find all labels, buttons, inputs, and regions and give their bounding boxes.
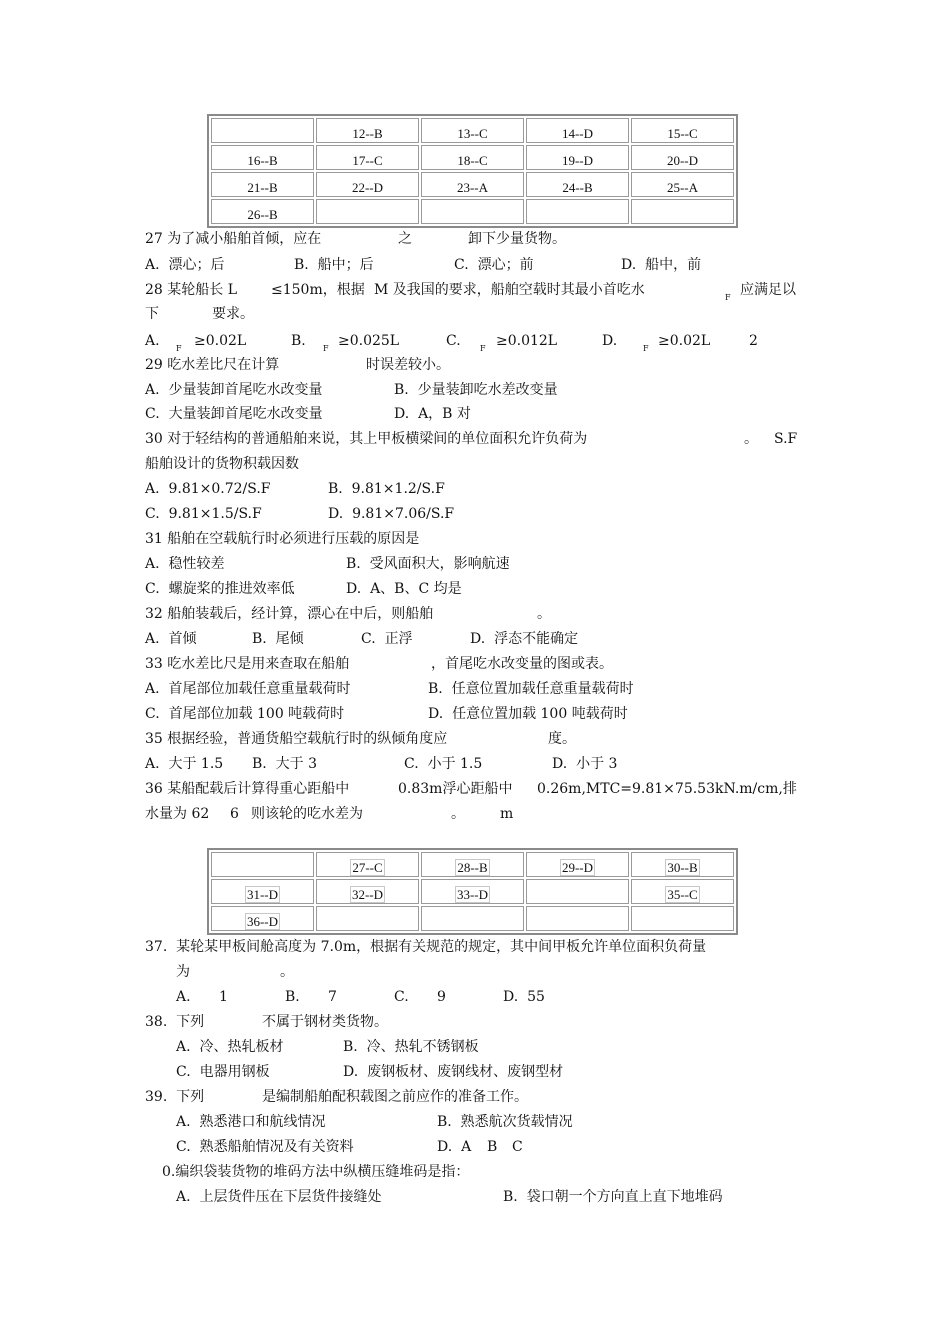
option-c: C. <box>394 989 409 1005</box>
option-a: A. 冷、热轧板材 <box>176 1039 284 1055</box>
table-cell <box>211 118 314 143</box>
table-row <box>211 172 734 197</box>
table-cell <box>631 852 734 877</box>
question-stem: 38. 下列 <box>145 1014 205 1030</box>
option-c: C. 正浮 <box>361 631 413 647</box>
option-b: B. 熟悉航次货载情况 <box>437 1114 573 1130</box>
option-d: D. 任意位置加载 100 吨载荷时 <box>428 706 628 722</box>
table-cell <box>421 852 524 877</box>
option-c: C. 电器用钢板 <box>176 1064 270 1080</box>
option-d: D. A、B、C 均是 <box>346 581 462 597</box>
table-cell: 14--D <box>526 118 629 143</box>
question-stem: 时误差较小。 <box>366 357 450 373</box>
option-c: C. 首尾部位加载 100 吨载荷时 <box>145 706 345 722</box>
question-stem: 是编制船舶配积载图之前应作的准备工作。 <box>262 1089 528 1105</box>
table-cell <box>631 879 734 904</box>
table-cell: 18--C <box>421 145 524 170</box>
option-d: D. 小于 3 <box>552 756 618 772</box>
option-a: A. <box>145 333 160 349</box>
question-stem: 要求。 <box>212 306 254 322</box>
answer-table-1 <box>207 114 738 228</box>
question-stem: 则该轮的吃水差为 <box>251 806 363 822</box>
question-stem: 31 船舶在空载航行时必须进行压载的原因是 <box>145 531 420 547</box>
question-stem: 28 某轮船长 L <box>145 282 238 298</box>
subscript: F <box>643 344 649 353</box>
question-stem: 为 <box>176 964 190 980</box>
stray-text: 2 <box>749 333 758 349</box>
table-cell <box>211 906 314 931</box>
option-d-part: B <box>487 1139 498 1155</box>
option-c: C. <box>446 333 461 349</box>
table-cell <box>631 199 734 224</box>
table-cell <box>316 879 419 904</box>
table-cell <box>421 879 524 904</box>
cell-text: 31--D <box>246 887 279 902</box>
table-row <box>211 199 734 224</box>
question-stem: 39. 下列 <box>145 1089 205 1105</box>
option-b: B. <box>285 989 300 1005</box>
question-stem: 6 <box>230 806 239 822</box>
question-stem: 37. 某轮某甲板间舱高度为 7.0m，根据有关规范的规定，其中间甲板允许单位面积负荷量 <box>145 939 707 955</box>
table-cell <box>316 199 419 224</box>
option-d: D. A <box>437 1139 472 1155</box>
table-row <box>211 145 734 170</box>
table-cell: 21--B <box>211 172 314 197</box>
table-cell: 26--B <box>211 199 314 224</box>
question-stem: 下 <box>145 306 159 322</box>
option-c: C. 小于 1.5 <box>404 756 483 772</box>
option-c: C. 漂心；前 <box>454 257 534 273</box>
cell-text: 30--B <box>667 860 698 875</box>
option-a: A. 首倾 <box>145 631 197 647</box>
table-row <box>211 852 734 877</box>
table-cell: 19--D <box>526 145 629 170</box>
question-stem: 30 对于轻结构的普通船舶来说，其上甲板横梁间的单位面积允许负荷为 <box>145 431 588 447</box>
table-cell <box>421 199 524 224</box>
option-c: C. 熟悉船舶情况及有关资料 <box>176 1139 354 1155</box>
cell-text: 35--C <box>667 887 698 902</box>
option-d: D. <box>602 333 618 349</box>
question-stem: m <box>500 806 514 822</box>
option-a-value: ≥0.02L <box>194 333 247 349</box>
option-b: B. 大于 3 <box>252 756 317 772</box>
table-cell <box>211 852 314 877</box>
option-b-value: 7 <box>328 989 337 1005</box>
question-stem: 35 根据经验，普通货船空载航行时的纵倾角度应 <box>145 731 448 747</box>
option-d: D. 55 <box>503 989 545 1005</box>
option-d: D. 废钢板材、废钢线材、废钢型材 <box>343 1064 564 1080</box>
option-a: A. 首尾部位加载任意重量载荷时 <box>145 681 351 697</box>
question-stem: S.F <box>774 431 798 447</box>
question-stem: 27 为了减小船舶首倾，应在 <box>145 231 322 247</box>
option-c: C. 螺旋桨的推进效率低 <box>145 581 295 597</box>
option-b-value: ≥0.025L <box>338 333 400 349</box>
question-stem: 29 吃水差比尺在计算 <box>145 357 280 373</box>
option-a: A. 稳性较差 <box>145 556 225 572</box>
option-d: D. A，B 对 <box>394 406 471 422</box>
table-cell: 15--C <box>631 118 734 143</box>
option-b: B. <box>291 333 306 349</box>
option-c-value: 9 <box>437 989 446 1005</box>
question-stem: 应满足以 <box>740 282 796 298</box>
option-a: A. <box>176 989 191 1005</box>
question-stem: 0.26m,MTC=9.81×75.53kN.m/cm,排 <box>537 781 797 797</box>
option-b: B. 少量装卸吃水差改变量 <box>394 382 558 398</box>
subscript: F <box>323 344 329 353</box>
option-b: B. 尾倾 <box>252 631 304 647</box>
table-cell <box>526 906 629 931</box>
question-stem: 。 <box>537 606 551 622</box>
option-b: B. 9.81×1.2/S.F <box>328 481 445 497</box>
question-stem: 不属于钢材类货物。 <box>262 1014 388 1030</box>
table-cell: 12--B <box>316 118 419 143</box>
question-stem: 0.编织袋装货物的堆码方法中纵横压缝堆码是指： <box>162 1164 470 1180</box>
question-stem: 0.83m浮心距船中 <box>398 781 513 797</box>
option-d-part: C <box>512 1139 523 1155</box>
subscript: F <box>176 344 182 353</box>
table-cell <box>526 199 629 224</box>
cell-text: 36--D <box>246 914 279 929</box>
table-row <box>211 879 734 904</box>
question-stem: ≤150m，根据 <box>271 282 365 298</box>
table-cell <box>316 852 419 877</box>
question-stem: 度。 <box>548 731 576 747</box>
option-b: B. 受风面积大，影响航速 <box>346 556 510 572</box>
option-a-value: 1 <box>219 989 228 1005</box>
option-d: D. 浮态不能确定 <box>470 631 579 647</box>
table-cell <box>631 906 734 931</box>
table-row <box>211 118 734 143</box>
cell-text: 32--D <box>351 887 384 902</box>
table-cell <box>421 906 524 931</box>
option-d-value: ≥0.02L <box>658 333 711 349</box>
question-stem: 卸下少量货物。 <box>468 231 566 247</box>
table-cell: 17--C <box>316 145 419 170</box>
table-cell: 23--A <box>421 172 524 197</box>
question-stem: 32 船舶装载后，经计算，漂心在中后，则船舶 <box>145 606 434 622</box>
table-cell: 25--A <box>631 172 734 197</box>
table-cell <box>526 852 629 877</box>
cell-text: 29--D <box>561 860 594 875</box>
option-a: A. 漂心；后 <box>145 257 225 273</box>
table-cell: 22--D <box>316 172 419 197</box>
option-a: A. 上层货件压在下层货件接缝处 <box>176 1189 382 1205</box>
table-cell: 24--B <box>526 172 629 197</box>
table-cell <box>211 879 314 904</box>
option-d: D. 9.81×7.06/S.F <box>328 506 455 522</box>
option-c: C. 9.81×1.5/S.F <box>145 506 262 522</box>
table-cell: 13--C <box>421 118 524 143</box>
option-b: B. 袋口朝一个方向直上直下地堆码 <box>503 1189 723 1205</box>
question-stem: 。 <box>744 431 758 447</box>
question-stem: 。 <box>280 964 294 980</box>
subscript: F <box>725 293 731 302</box>
option-a: A. 9.81×0.72/S.F <box>145 481 271 497</box>
option-a: A. 大于 1.5 <box>145 756 224 772</box>
option-c-value: ≥0.012L <box>496 333 558 349</box>
table-cell <box>526 879 629 904</box>
question-stem: 33 吃水差比尺是用来查取在船舶 <box>145 656 350 672</box>
option-b: B. 任意位置加载任意重量载荷时 <box>428 681 634 697</box>
option-b: B. 船中；后 <box>294 257 374 273</box>
table-cell: 20--D <box>631 145 734 170</box>
question-stem: ，首尾吃水改变量的图或表。 <box>431 656 613 672</box>
cell-text: 27--C <box>352 860 383 875</box>
question-stem: 船舶设计的货物积载因数 <box>145 456 299 472</box>
cell-text: 28--B <box>457 860 488 875</box>
option-d: D. 船中，前 <box>621 257 702 273</box>
table-row <box>211 906 734 931</box>
answer-table-2 <box>207 848 738 935</box>
table-cell <box>316 906 419 931</box>
question-stem: 36 某船配载后计算得重心距船中 <box>145 781 350 797</box>
question-stem: 之 <box>398 231 412 247</box>
question-stem: 水量为 62 <box>145 806 210 822</box>
option-a: A. 少量装卸首尾吃水改变量 <box>145 382 323 398</box>
cell-text: 33--D <box>456 887 489 902</box>
question-stem: 。 <box>451 806 465 822</box>
subscript: F <box>480 344 486 353</box>
table-cell: 16--B <box>211 145 314 170</box>
option-a: A. 熟悉港口和航线情况 <box>176 1114 326 1130</box>
option-b: B. 冷、热轧不锈钢板 <box>343 1039 479 1055</box>
option-c: C. 大量装卸首尾吃水改变量 <box>145 406 323 422</box>
question-stem: M 及我国的要求，船舶空载时其最小首吃水 <box>374 282 645 298</box>
